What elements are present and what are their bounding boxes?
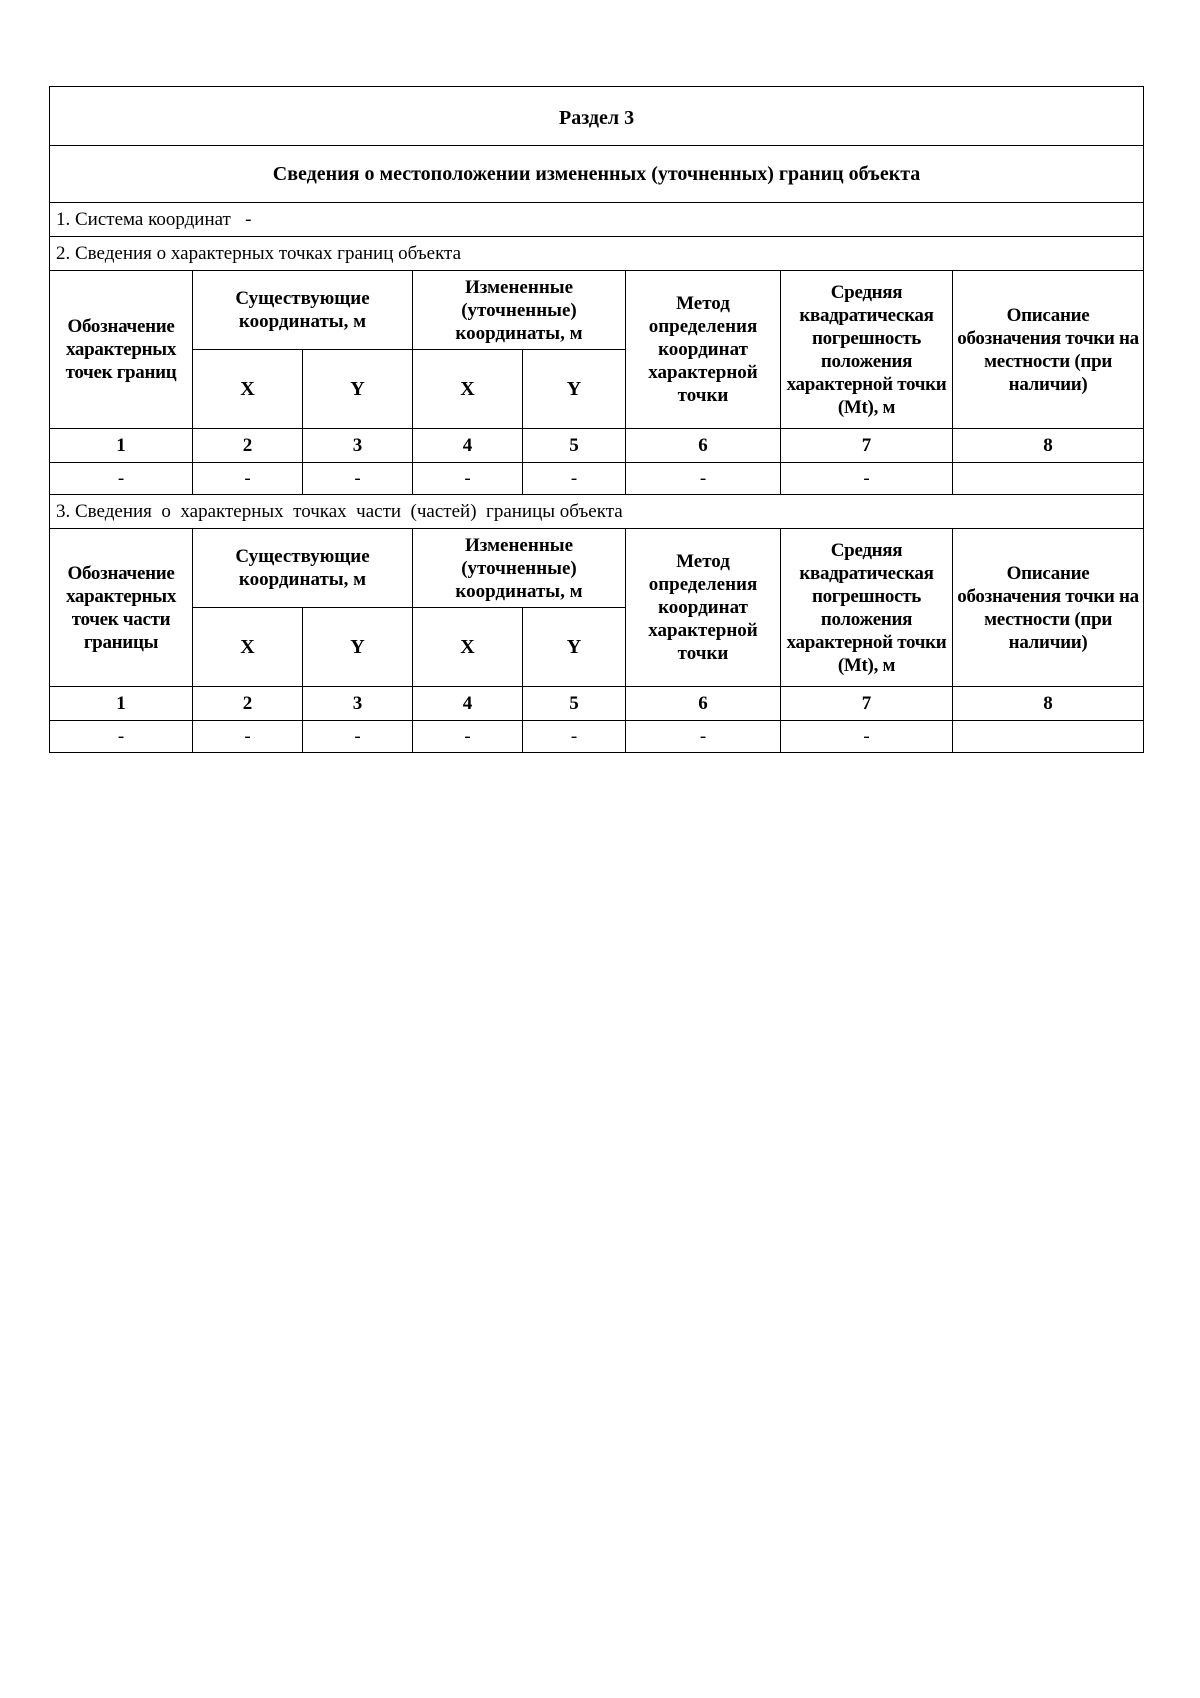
table2-col-existing: Существующие координаты, м: [193, 529, 413, 608]
table1-number-row: [50, 429, 1144, 463]
table1-cell: -: [523, 463, 626, 495]
table2-cell: -: [50, 721, 193, 753]
table1-num-cell: 3: [303, 429, 413, 463]
table2-col-changed-x: X: [413, 608, 523, 687]
table2-num-cell: 7: [781, 687, 953, 721]
table2-col-existing-x: X: [193, 608, 303, 687]
table2-cell: -: [303, 721, 413, 753]
table1-col-error: Средняя квадратическая погрешность положения характерной точки (Mt), м: [781, 271, 953, 429]
table1-num-cell: 7: [781, 429, 953, 463]
table2-col-existing-y: Y: [303, 608, 413, 687]
table1-num-cell: 5: [523, 429, 626, 463]
coord-system-value: -: [245, 209, 252, 230]
table1-col-desc: Описание обозначения точки на местности (при наличии): [953, 271, 1144, 429]
table1-cell: -: [413, 463, 523, 495]
table1-cell: [953, 463, 1144, 495]
document-page: [49, 86, 1143, 753]
table2-num-cell: 4: [413, 687, 523, 721]
table1-col-method: Метод определения координат характерной точки: [626, 271, 781, 429]
table2-cell: -: [626, 721, 781, 753]
table1-data-row: [50, 463, 1144, 495]
table1-heading: 2. Сведения о характерных точках границ объекта: [50, 237, 1144, 271]
table1-num-cell: 2: [193, 429, 303, 463]
table1-cell: -: [193, 463, 303, 495]
table2-num-cell: 6: [626, 687, 781, 721]
table1-cell: -: [626, 463, 781, 495]
table2-cell: -: [193, 721, 303, 753]
coord-system-label: 1. Система координат: [56, 209, 231, 230]
table1-cell: -: [781, 463, 953, 495]
table1-cell: -: [303, 463, 413, 495]
table1-num-cell: 1: [50, 429, 193, 463]
table1-cell: -: [50, 463, 193, 495]
table1-col-existing: Существующие координаты, м: [193, 271, 413, 350]
table2-cell: -: [413, 721, 523, 753]
table2-num-cell: 5: [523, 687, 626, 721]
table2-cell: -: [523, 721, 626, 753]
table1-col-changed-x: X: [413, 350, 523, 429]
table2-num-cell: 8: [953, 687, 1144, 721]
table1-col-existing-x: X: [193, 350, 303, 429]
table2-num-cell: 3: [303, 687, 413, 721]
table2-col-changed-y: Y: [523, 608, 626, 687]
table1-col-changed: Измененные (уточненные) координаты, м: [413, 271, 626, 350]
table2-data-row: [50, 721, 1144, 753]
section-subtitle: Сведения о местоположении измененных (уточненных) границ объекта: [50, 146, 1144, 203]
table2-cell: -: [781, 721, 953, 753]
section-table: [49, 86, 1144, 753]
table2-col-method: Метод определения координат характерной точки: [626, 529, 781, 687]
table2-col-error: Средняя квадратическая погрешность положения характерной точки (Mt), м: [781, 529, 953, 687]
table1-num-cell: 6: [626, 429, 781, 463]
table2-num-cell: 1: [50, 687, 193, 721]
table2-col-desc: Описание обозначения точки на местности (при наличии): [953, 529, 1144, 687]
section-title: Раздел 3: [50, 87, 1144, 146]
table1-col-changed-y: Y: [523, 350, 626, 429]
table2-heading: 3. Сведения о характерных точках части (частей) границы объекта: [50, 495, 1144, 529]
table2-num-cell: 2: [193, 687, 303, 721]
table2-col-point: Обозначение характерных точек части границы: [50, 529, 193, 687]
table2-cell: [953, 721, 1144, 753]
table2-col-changed: Измененные (уточненные) координаты, м: [413, 529, 626, 608]
table1-num-cell: 8: [953, 429, 1144, 463]
table1-num-cell: 4: [413, 429, 523, 463]
coord-system-line: [50, 203, 1144, 237]
table1-col-point: Обозначение характерных точек границ: [50, 271, 193, 429]
table2-number-row: [50, 687, 1144, 721]
table1-col-existing-y: Y: [303, 350, 413, 429]
